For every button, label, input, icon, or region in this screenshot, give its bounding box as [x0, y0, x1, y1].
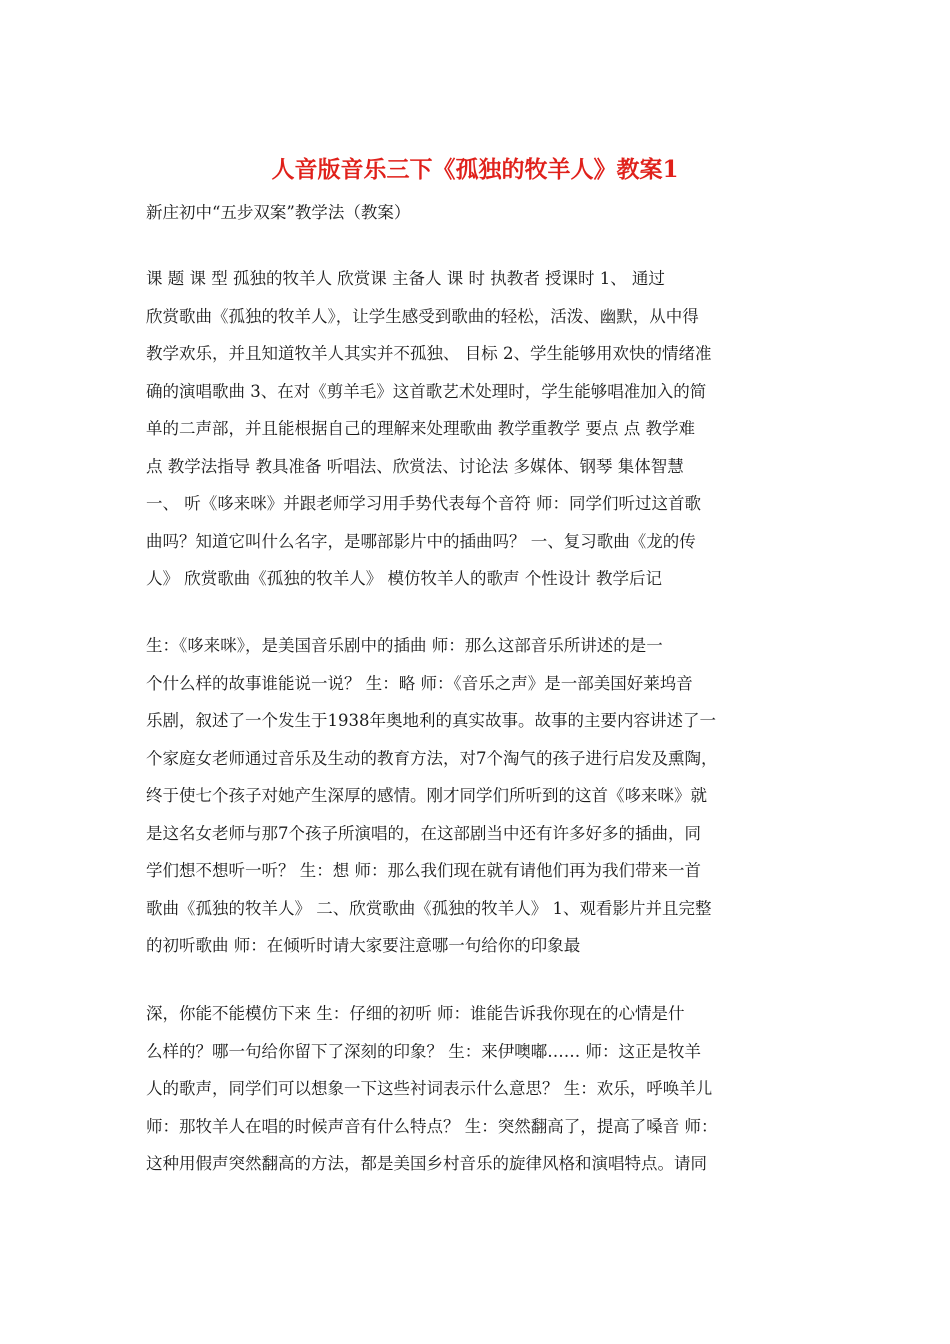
text-line: 欣赏歌曲《孤独的牧羊人》，让学生感受到歌曲的轻松，活泼、幽默，从中得 — [146, 306, 699, 326]
text-line: 一、 听《哆来咪》并跟老师学习用手势代表每个音符 师：同学们听过这首歌 — [146, 494, 701, 513]
text-line: 学们想不想听一听？ 生：想 师：那么我们现在就有请他们再为我们带来一首 — [146, 861, 701, 880]
text-line: 确的演唱歌曲 3、在对《剪羊毛》这首歌艺术处理时，学生能够唱准加入的简 — [146, 381, 707, 401]
text-line: 曲吗？知道它叫什么名字，是哪部影片中的插曲吗？ 一、复习歌曲《龙的传 — [146, 531, 696, 551]
paragraph-dialogue-1 — [146, 627, 806, 965]
text-line: 单的二声部，并且能根据自己的理解来处理歌曲 教学重教学 要点 点 教学难 — [146, 419, 695, 438]
text-line: 教学欢乐，并且知道牧羊人其实并不孤独、 目标 2、学生能够用欢快的情绪准 — [146, 344, 712, 363]
text-line: 个家庭女老师通过音乐及生动的教育方法，对7个淘气的孩子进行启发及熏陶， — [146, 748, 718, 768]
text-line: 的初听歌曲 师：在倾听时请大家要注意哪一句给你的印象最 — [146, 936, 581, 955]
text-line: 歌曲《孤独的牧羊人》 二、欣赏歌曲《孤独的牧羊人》 1、观看影片并且完整 — [146, 898, 712, 918]
text-line: 这种用假声突然翻高的方法，都是美国乡村音乐的旋律风格和演唱特点。请同 — [146, 1154, 707, 1173]
paragraph-dialogue-2 — [146, 995, 806, 1183]
text-line: 人的歌声，同学们可以想象一下这些衬词表示什么意思？ 生：欢乐，呼唤羊儿 — [146, 1079, 713, 1098]
text-line: 点 教学法指导 教具准备 听唱法、欣赏法、讨论法 多媒体、钢琴 集体智慧 — [146, 456, 684, 476]
text-line: 个什么样的故事谁能说一说？ 生：略 师：《音乐之声》是一部美国好莱坞音 — [146, 673, 693, 693]
text-line: 深，你能不能模仿下来 生：仔细的初听 师：谁能告诉我你现在的心情是什 — [146, 1004, 685, 1023]
text-line: 人》 欣赏歌曲《孤独的牧羊人》 模仿牧羊人的歌声 个性设计 教学后记 — [146, 569, 662, 588]
paragraph-lesson-overview — [146, 260, 806, 598]
text-line: 么样的？哪一句给你留下了深刻的印象？ 生：来伊噢嘟…… 师：这正是牧羊 — [146, 1041, 701, 1061]
text-line: 生：《哆来咪》，是美国音乐剧中的插曲 师：那么这部音乐所讲述的是一 — [146, 636, 663, 655]
text-line: 乐剧，叙述了一个发生于1938年奥地利的真实故事。故事的主要内容讲述了一 — [146, 711, 716, 730]
text-line: 课 题 课 型 孤独的牧羊人 欣赏课 主备人 课 时 执教者 授课时 1、 通过 — [146, 269, 665, 288]
document-subtitle: 新庄初中“五步双案”教学法（教案） — [146, 203, 411, 222]
text-line: 终于使七个孩子对她产生深厚的感情。刚才同学们所听到的这首《哆来咪》就 — [146, 786, 707, 805]
text-line: 师：那牧羊人在唱的时候声音有什么特点？ 生：突然翻高了，提高了嗓音 师： — [146, 1116, 718, 1136]
document-title: 人音版音乐三下《孤独的牧羊人》教案1 — [271, 156, 679, 183]
text-line: 是这名女老师与那7个孩子所演唱的，在这部剧当中还有许多好多的插曲，同 — [146, 823, 701, 843]
